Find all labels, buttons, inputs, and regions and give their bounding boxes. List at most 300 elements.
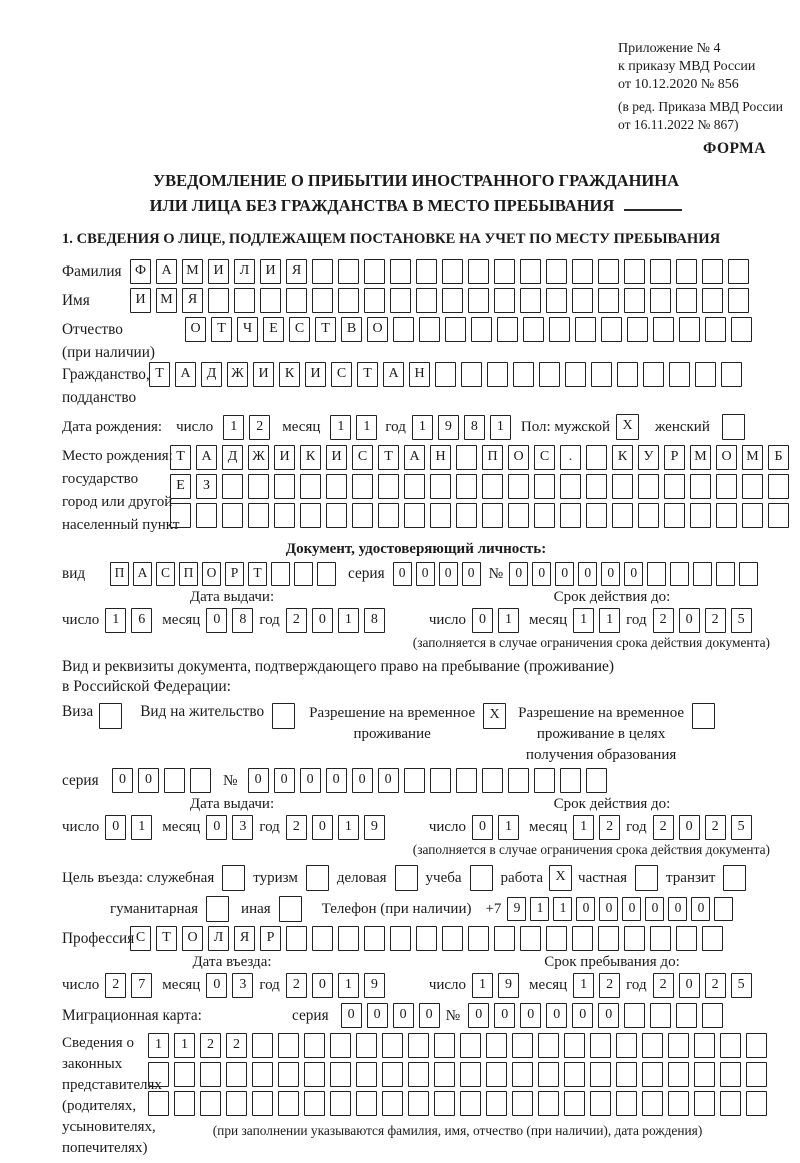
profession-char-box[interactable]	[468, 926, 489, 951]
citizenship-char-box[interactable]	[695, 362, 716, 387]
representatives-char-box[interactable]	[356, 1091, 377, 1116]
profession-char-box[interactable]: О	[182, 926, 203, 951]
permit-number-box[interactable]: 0	[300, 768, 321, 793]
birthplace-char-box[interactable]	[222, 503, 243, 528]
name-char-box[interactable]	[234, 288, 255, 313]
patronymic-char-box[interactable]	[497, 317, 518, 342]
birthplace-char-box[interactable]: А	[404, 445, 425, 470]
doc-type-char-box[interactable]	[294, 562, 313, 586]
name-char-box[interactable]	[650, 288, 671, 313]
doc-number-box[interactable]: 0	[532, 562, 551, 586]
doc-number-box[interactable]	[739, 562, 758, 586]
doc-number-box[interactable]: 0	[624, 562, 643, 586]
stay-year-box[interactable]: 0	[679, 973, 700, 998]
representatives-char-box[interactable]	[564, 1062, 585, 1087]
migration-series-box[interactable]: 0	[393, 1003, 414, 1028]
surname-char-box[interactable]	[312, 259, 333, 284]
sex-male-checkbox-cell[interactable]: X	[616, 414, 639, 440]
representatives-char-box[interactable]	[330, 1062, 351, 1087]
citizenship-char-box[interactable]	[669, 362, 690, 387]
migration-number-box[interactable]: 0	[546, 1003, 567, 1028]
citizenship-char-box[interactable]	[565, 362, 586, 387]
representatives-char-box[interactable]	[252, 1091, 273, 1116]
birthplace-char-box[interactable]: Р	[664, 445, 685, 470]
birthplace-char-box[interactable]	[300, 503, 321, 528]
permit-issue-day-box[interactable]: 0	[105, 815, 126, 840]
birthplace-char-box[interactable]	[768, 474, 789, 499]
representatives-char-box[interactable]	[720, 1091, 741, 1116]
entry-day-box[interactable]: 7	[131, 973, 152, 998]
phone-digit-box[interactable]: 0	[668, 897, 687, 921]
entry-year-box[interactable]: 2	[286, 973, 307, 998]
permit-number-box[interactable]: 0	[326, 768, 347, 793]
representatives-char-box[interactable]	[434, 1091, 455, 1116]
surname-char-box[interactable]	[390, 259, 411, 284]
birthplace-char-box[interactable]	[482, 503, 503, 528]
representatives-char-box[interactable]	[460, 1033, 481, 1058]
purpose-tourism-cell[interactable]	[306, 865, 329, 891]
permit-number-box[interactable]: 0	[248, 768, 269, 793]
representatives-char-box[interactable]	[694, 1062, 715, 1087]
permit-valid-day-box[interactable]: 1	[498, 815, 519, 840]
migration-number-box[interactable]: 0	[468, 1003, 489, 1028]
representatives-char-box[interactable]	[538, 1091, 559, 1116]
citizenship-char-box[interactable]: Н	[409, 362, 430, 387]
patronymic-char-box[interactable]	[679, 317, 700, 342]
phone-digit-box[interactable]: 0	[599, 897, 618, 921]
birthplace-char-box[interactable]: Б	[768, 445, 789, 470]
patronymic-char-box[interactable]	[601, 317, 622, 342]
citizenship-char-box[interactable]: А	[175, 362, 196, 387]
profession-char-box[interactable]	[546, 926, 567, 951]
entry-month-box[interactable]: 3	[232, 973, 253, 998]
doc-issue-year-box[interactable]: 0	[312, 608, 333, 633]
stay-day-box[interactable]: 9	[498, 973, 519, 998]
name-char-box[interactable]	[494, 288, 515, 313]
representatives-char-box[interactable]	[564, 1091, 585, 1116]
patronymic-char-box[interactable]	[705, 317, 726, 342]
birthplace-char-box[interactable]: Д	[222, 445, 243, 470]
permit-issue-year-box[interactable]: 2	[286, 815, 307, 840]
citizenship-char-box[interactable]	[643, 362, 664, 387]
representatives-char-box[interactable]	[434, 1062, 455, 1087]
doc-issue-month-box[interactable]: 8	[232, 608, 253, 633]
birthplace-char-box[interactable]: .	[560, 445, 581, 470]
birthplace-char-box[interactable]: Н	[430, 445, 451, 470]
representatives-char-box[interactable]	[512, 1033, 533, 1058]
permit-valid-year-box[interactable]: 0	[679, 815, 700, 840]
representatives-char-box[interactable]	[460, 1091, 481, 1116]
doc-series-box[interactable]: 0	[416, 562, 435, 586]
birthplace-char-box[interactable]	[352, 474, 373, 499]
permit-number-box[interactable]	[404, 768, 425, 793]
permit-issue-day-box[interactable]: 1	[131, 815, 152, 840]
phone-digit-box[interactable]	[714, 897, 733, 921]
migration-number-box[interactable]	[624, 1003, 645, 1028]
migration-number-box[interactable]	[702, 1003, 723, 1028]
permit-number-box[interactable]	[482, 768, 503, 793]
visa-checkbox-cell[interactable]	[99, 703, 122, 729]
citizenship-char-box[interactable]: Т	[357, 362, 378, 387]
birthplace-char-box[interactable]	[482, 474, 503, 499]
purpose-private-cell[interactable]	[635, 865, 658, 891]
purpose-study-cell[interactable]	[470, 865, 493, 891]
birthplace-char-box[interactable]	[404, 503, 425, 528]
patronymic-char-box[interactable]: С	[289, 317, 310, 342]
birth-year-box[interactable]: 8	[464, 415, 485, 440]
doc-valid-year-box[interactable]: 2	[705, 608, 726, 633]
doc-type-char-box[interactable]: А	[133, 562, 152, 586]
birthplace-char-box[interactable]	[664, 503, 685, 528]
residence-permit-checkbox-cell[interactable]	[272, 703, 295, 729]
representatives-char-box[interactable]	[668, 1033, 689, 1058]
representatives-char-box[interactable]	[616, 1062, 637, 1087]
patronymic-char-box[interactable]	[393, 317, 414, 342]
doc-issue-year-box[interactable]: 1	[338, 608, 359, 633]
profession-char-box[interactable]	[702, 926, 723, 951]
name-char-box[interactable]	[208, 288, 229, 313]
permit-issue-year-box[interactable]: 0	[312, 815, 333, 840]
purpose-other-cell[interactable]	[279, 896, 302, 922]
birth-day-box[interactable]: 2	[249, 415, 270, 440]
permit-number-box[interactable]	[508, 768, 529, 793]
entry-year-box[interactable]: 9	[364, 973, 385, 998]
patronymic-char-box[interactable]: Ч	[237, 317, 258, 342]
name-char-box[interactable]	[260, 288, 281, 313]
birthplace-char-box[interactable]: О	[508, 445, 529, 470]
citizenship-char-box[interactable]	[721, 362, 742, 387]
birthplace-char-box[interactable]	[690, 503, 711, 528]
citizenship-char-box[interactable]: Д	[201, 362, 222, 387]
representatives-char-box[interactable]: 2	[200, 1033, 221, 1058]
birthplace-char-box[interactable]	[690, 474, 711, 499]
doc-issue-year-box[interactable]: 2	[286, 608, 307, 633]
name-char-box[interactable]	[468, 288, 489, 313]
representatives-char-box[interactable]	[382, 1091, 403, 1116]
patronymic-char-box[interactable]	[419, 317, 440, 342]
birthplace-char-box[interactable]: С	[352, 445, 373, 470]
profession-char-box[interactable]	[286, 926, 307, 951]
profession-char-box[interactable]: Т	[156, 926, 177, 951]
doc-valid-month-box[interactable]: 1	[599, 608, 620, 633]
representatives-char-box[interactable]	[538, 1062, 559, 1087]
patronymic-char-box[interactable]	[575, 317, 596, 342]
representatives-char-box[interactable]	[356, 1033, 377, 1058]
patronymic-char-box[interactable]	[445, 317, 466, 342]
representatives-char-box[interactable]	[252, 1062, 273, 1087]
surname-char-box[interactable]: И	[260, 259, 281, 284]
doc-number-box[interactable]: 0	[578, 562, 597, 586]
doc-valid-day-box[interactable]: 0	[472, 608, 493, 633]
citizenship-char-box[interactable]	[539, 362, 560, 387]
purpose-transit-cell[interactable]	[723, 865, 746, 891]
surname-char-box[interactable]: М	[182, 259, 203, 284]
birthplace-char-box[interactable]	[352, 503, 373, 528]
birthplace-char-box[interactable]	[638, 474, 659, 499]
birth-month-box[interactable]: 1	[356, 415, 377, 440]
representatives-char-box[interactable]: 2	[226, 1033, 247, 1058]
birthplace-char-box[interactable]	[742, 474, 763, 499]
migration-number-box[interactable]: 0	[598, 1003, 619, 1028]
name-char-box[interactable]	[520, 288, 541, 313]
doc-type-char-box[interactable]	[271, 562, 290, 586]
surname-char-box[interactable]	[650, 259, 671, 284]
birthplace-char-box[interactable]	[196, 503, 217, 528]
representatives-char-box[interactable]	[330, 1033, 351, 1058]
phone-digit-box[interactable]: 1	[530, 897, 549, 921]
birthplace-char-box[interactable]: З	[196, 474, 217, 499]
patronymic-char-box[interactable]	[731, 317, 752, 342]
doc-number-box[interactable]	[647, 562, 666, 586]
representatives-char-box[interactable]	[512, 1091, 533, 1116]
doc-valid-year-box[interactable]: 0	[679, 608, 700, 633]
citizenship-char-box[interactable]	[461, 362, 482, 387]
profession-char-box[interactable]	[598, 926, 619, 951]
representatives-char-box[interactable]	[616, 1033, 637, 1058]
doc-type-char-box[interactable]: Р	[225, 562, 244, 586]
birthplace-char-box[interactable]	[248, 474, 269, 499]
stay-year-box[interactable]: 2	[653, 973, 674, 998]
surname-char-box[interactable]: Ф	[130, 259, 151, 284]
permit-number-box[interactable]	[586, 768, 607, 793]
surname-char-box[interactable]: Л	[234, 259, 255, 284]
representatives-char-box[interactable]	[460, 1062, 481, 1087]
permit-valid-month-box[interactable]: 1	[573, 815, 594, 840]
representatives-char-box[interactable]	[408, 1062, 429, 1087]
patronymic-char-box[interactable]: Е	[263, 317, 284, 342]
birthplace-char-box[interactable]	[716, 474, 737, 499]
profession-char-box[interactable]: Р	[260, 926, 281, 951]
migration-series-box[interactable]: 0	[419, 1003, 440, 1028]
birthplace-char-box[interactable]: К	[300, 445, 321, 470]
entry-year-box[interactable]: 1	[338, 973, 359, 998]
birth-month-box[interactable]: 1	[330, 415, 351, 440]
birthplace-char-box[interactable]	[378, 474, 399, 499]
representatives-char-box[interactable]	[252, 1033, 273, 1058]
representatives-char-box[interactable]	[226, 1062, 247, 1087]
citizenship-char-box[interactable]: Т	[149, 362, 170, 387]
representatives-char-box[interactable]	[564, 1033, 585, 1058]
name-char-box[interactable]	[442, 288, 463, 313]
representatives-char-box[interactable]	[174, 1091, 195, 1116]
representatives-char-box[interactable]	[434, 1033, 455, 1058]
representatives-char-box[interactable]	[668, 1062, 689, 1087]
doc-valid-year-box[interactable]: 5	[731, 608, 752, 633]
profession-char-box[interactable]	[364, 926, 385, 951]
patronymic-char-box[interactable]	[523, 317, 544, 342]
phone-digit-box[interactable]: 1	[553, 897, 572, 921]
citizenship-char-box[interactable]: К	[279, 362, 300, 387]
phone-digit-box[interactable]: 0	[576, 897, 595, 921]
citizenship-char-box[interactable]	[513, 362, 534, 387]
birthplace-char-box[interactable]: Ж	[248, 445, 269, 470]
representatives-char-box[interactable]	[382, 1062, 403, 1087]
representatives-char-box[interactable]	[226, 1091, 247, 1116]
birthplace-char-box[interactable]: М	[742, 445, 763, 470]
patronymic-char-box[interactable]	[653, 317, 674, 342]
purpose-work-cell[interactable]: X	[549, 865, 572, 891]
profession-char-box[interactable]	[390, 926, 411, 951]
birthplace-char-box[interactable]	[326, 503, 347, 528]
citizenship-char-box[interactable]	[591, 362, 612, 387]
stay-year-box[interactable]: 5	[731, 973, 752, 998]
permit-valid-day-box[interactable]: 0	[472, 815, 493, 840]
migration-number-box[interactable]: 0	[520, 1003, 541, 1028]
birthplace-char-box[interactable]	[430, 474, 451, 499]
birthplace-char-box[interactable]	[456, 445, 477, 470]
birthplace-char-box[interactable]	[716, 503, 737, 528]
doc-series-box[interactable]: 0	[462, 562, 481, 586]
name-char-box[interactable]	[312, 288, 333, 313]
birthplace-char-box[interactable]	[456, 474, 477, 499]
profession-char-box[interactable]	[338, 926, 359, 951]
representatives-char-box[interactable]	[408, 1091, 429, 1116]
birthplace-char-box[interactable]	[274, 474, 295, 499]
birthplace-char-box[interactable]: Т	[170, 445, 191, 470]
representatives-char-box[interactable]	[538, 1033, 559, 1058]
entry-year-box[interactable]: 0	[312, 973, 333, 998]
doc-type-char-box[interactable]	[317, 562, 336, 586]
name-char-box[interactable]	[546, 288, 567, 313]
doc-type-char-box[interactable]: П	[110, 562, 129, 586]
entry-day-box[interactable]: 2	[105, 973, 126, 998]
permit-valid-month-box[interactable]: 2	[599, 815, 620, 840]
profession-char-box[interactable]	[520, 926, 541, 951]
doc-valid-year-box[interactable]: 2	[653, 608, 674, 633]
doc-type-char-box[interactable]: О	[202, 562, 221, 586]
citizenship-char-box[interactable]: И	[253, 362, 274, 387]
representatives-char-box[interactable]	[720, 1033, 741, 1058]
birthplace-char-box[interactable]	[768, 503, 789, 528]
doc-number-box[interactable]	[670, 562, 689, 586]
name-char-box[interactable]: М	[156, 288, 177, 313]
permit-number-box[interactable]: 0	[352, 768, 373, 793]
migration-series-box[interactable]: 0	[367, 1003, 388, 1028]
birthplace-char-box[interactable]: А	[196, 445, 217, 470]
profession-char-box[interactable]	[416, 926, 437, 951]
birthplace-char-box[interactable]	[742, 503, 763, 528]
surname-char-box[interactable]	[702, 259, 723, 284]
surname-char-box[interactable]	[468, 259, 489, 284]
birthplace-char-box[interactable]	[638, 503, 659, 528]
birthplace-char-box[interactable]: Т	[378, 445, 399, 470]
name-char-box[interactable]	[702, 288, 723, 313]
name-char-box[interactable]	[390, 288, 411, 313]
profession-char-box[interactable]: С	[130, 926, 151, 951]
birthplace-char-box[interactable]	[170, 503, 191, 528]
surname-char-box[interactable]	[572, 259, 593, 284]
patronymic-char-box[interactable]: Т	[211, 317, 232, 342]
representatives-char-box[interactable]	[408, 1033, 429, 1058]
birthplace-char-box[interactable]	[274, 503, 295, 528]
doc-type-char-box[interactable]: Т	[248, 562, 267, 586]
phone-digit-box[interactable]: 0	[645, 897, 664, 921]
representatives-char-box[interactable]	[382, 1033, 403, 1058]
citizenship-char-box[interactable]: Ж	[227, 362, 248, 387]
representatives-char-box[interactable]	[694, 1033, 715, 1058]
name-char-box[interactable]	[364, 288, 385, 313]
surname-char-box[interactable]	[728, 259, 749, 284]
patronymic-char-box[interactable]: О	[185, 317, 206, 342]
purpose-official-cell[interactable]	[222, 865, 245, 891]
patronymic-char-box[interactable]	[549, 317, 570, 342]
representatives-char-box[interactable]	[668, 1091, 689, 1116]
citizenship-char-box[interactable]	[487, 362, 508, 387]
permit-series-box[interactable]	[190, 768, 211, 793]
migration-series-box[interactable]: 0	[341, 1003, 362, 1028]
name-char-box[interactable]	[728, 288, 749, 313]
doc-type-char-box[interactable]: С	[156, 562, 175, 586]
surname-char-box[interactable]	[416, 259, 437, 284]
representatives-char-box[interactable]	[642, 1091, 663, 1116]
permit-issue-month-box[interactable]: 3	[232, 815, 253, 840]
representatives-char-box[interactable]	[746, 1033, 767, 1058]
stay-day-box[interactable]: 1	[472, 973, 493, 998]
name-char-box[interactable]: Я	[182, 288, 203, 313]
birthplace-char-box[interactable]	[560, 503, 581, 528]
citizenship-char-box[interactable]: И	[305, 362, 326, 387]
surname-char-box[interactable]	[442, 259, 463, 284]
birthplace-char-box[interactable]	[586, 503, 607, 528]
surname-char-box[interactable]	[520, 259, 541, 284]
birthplace-char-box[interactable]	[560, 474, 581, 499]
doc-issue-day-box[interactable]: 6	[131, 608, 152, 633]
doc-issue-month-box[interactable]: 0	[206, 608, 227, 633]
doc-number-box[interactable]	[716, 562, 735, 586]
profession-char-box[interactable]	[494, 926, 515, 951]
name-char-box[interactable]	[572, 288, 593, 313]
representatives-char-box[interactable]	[642, 1033, 663, 1058]
birthplace-char-box[interactable]: У	[638, 445, 659, 470]
representatives-char-box[interactable]	[200, 1062, 221, 1087]
surname-char-box[interactable]	[676, 259, 697, 284]
birthplace-char-box[interactable]: С	[534, 445, 555, 470]
birthplace-char-box[interactable]	[404, 474, 425, 499]
phone-digit-box[interactable]: 0	[691, 897, 710, 921]
permit-number-box[interactable]	[430, 768, 451, 793]
surname-char-box[interactable]	[338, 259, 359, 284]
birthplace-char-box[interactable]	[586, 445, 607, 470]
stay-year-box[interactable]: 2	[705, 973, 726, 998]
sex-female-checkbox-cell[interactable]	[722, 414, 745, 440]
permit-issue-year-box[interactable]: 9	[364, 815, 385, 840]
phone-digit-box[interactable]: 0	[622, 897, 641, 921]
birthplace-char-box[interactable]: И	[326, 445, 347, 470]
representatives-char-box[interactable]	[512, 1062, 533, 1087]
surname-char-box[interactable]	[598, 259, 619, 284]
birthplace-char-box[interactable]	[508, 474, 529, 499]
profession-char-box[interactable]: Я	[234, 926, 255, 951]
patronymic-char-box[interactable]: О	[367, 317, 388, 342]
doc-number-box[interactable]: 0	[601, 562, 620, 586]
birthplace-char-box[interactable]	[586, 474, 607, 499]
representatives-char-box[interactable]	[486, 1062, 507, 1087]
birthplace-char-box[interactable]: П	[482, 445, 503, 470]
birthplace-char-box[interactable]	[612, 474, 633, 499]
birthplace-char-box[interactable]	[534, 503, 555, 528]
permit-series-box[interactable]: 0	[112, 768, 133, 793]
name-char-box[interactable]	[676, 288, 697, 313]
doc-issue-day-box[interactable]: 1	[105, 608, 126, 633]
doc-series-box[interactable]: 0	[393, 562, 412, 586]
profession-char-box[interactable]: Л	[208, 926, 229, 951]
representatives-char-box[interactable]	[590, 1062, 611, 1087]
temp-residence-edu-checkbox-cell[interactable]	[692, 703, 715, 729]
permit-series-box[interactable]: 0	[138, 768, 159, 793]
profession-char-box[interactable]	[624, 926, 645, 951]
profession-char-box[interactable]	[442, 926, 463, 951]
permit-issue-month-box[interactable]: 0	[206, 815, 227, 840]
